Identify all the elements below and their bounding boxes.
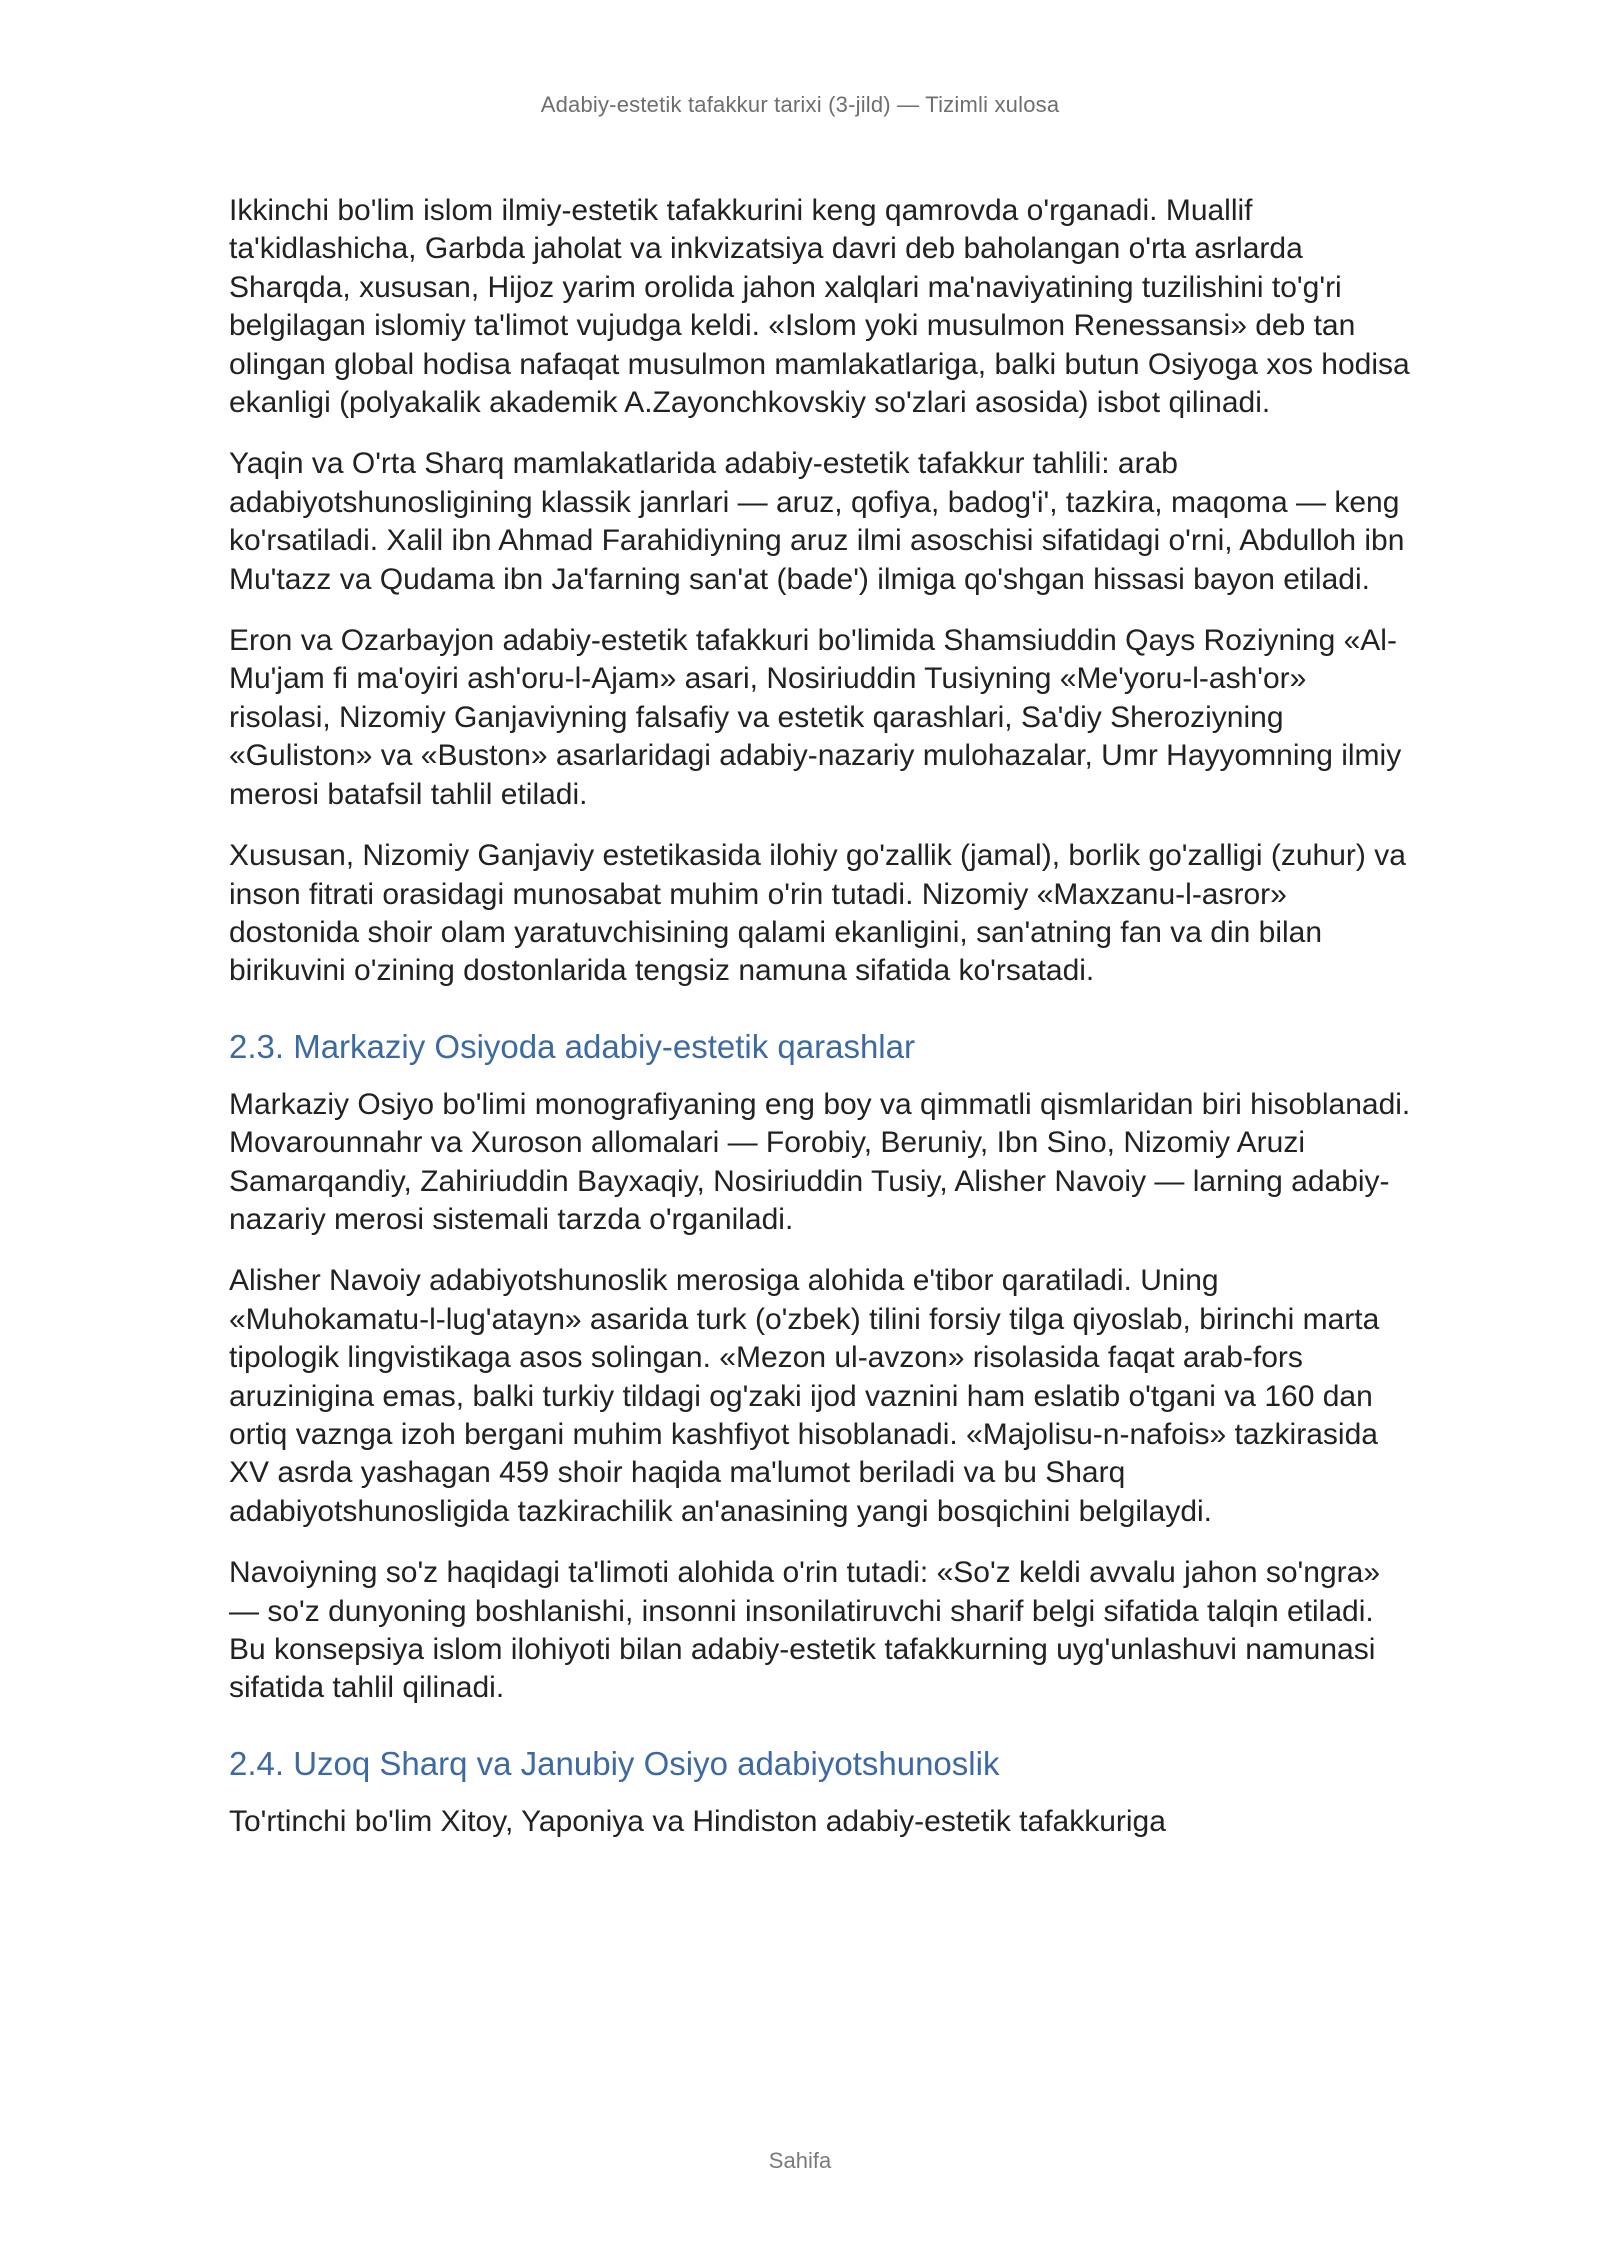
paragraph: To'rtinchi bo'lim Xitoy, Yaponiya va Hindiston adabiy-estetik tafakkuriga (229, 1804, 1166, 1838)
paragraph: Alisher Navoiy adabiyotshunoslik merosiga alohida e'tibor qaratiladi. Uning «Muhokamatu-l-lug'atayn» asarida turk (o'zbek) tilini forsiy tilga qiyoslab, birinchi marta tipologik lingvistikaga asos solingan. «Mezon ul-avzon» risolasida faqat arab-fors aruzinigina emas, balki turkiy tildagi og'zaki ijod vaznini ham eslatib o'tgani va 160 dan ortiq vaznga izoh bergani muhim kashfiyot hisoblanadi. «Majolisu-n-nafois» tazkirasida XV asrda yashagan 459 shoir haqida ma'lumot beriladi va bu Sharq adabiyotshunosligida tazkirachilik an'anasining yangi bosqichini belgilaydi. (229, 1264, 1380, 1528)
paragraph: Markaziy Osiyo bo'limi monografiyaning eng boy va qimmatli qismlaridan biri hisoblanadi. Movarounnahr va Xuroson allomalari — Forobiy, Beruniy, Ibn Sino, Nizomiy Aruzi Samarqandiy, Zahiriuddin Bayxaqiy, Nosiriuddin Tusiy, Alisher Navoiy — larning adabiy-nazariy merosi sistemali tarzda o'rganiladi. (229, 1087, 1411, 1236)
section-heading: 2.4. Uzoq Sharq va Janubiy Osiyo adabiyotshunoslik (229, 1744, 1000, 1782)
document-body (229, 192, 1411, 1864)
paragraph: Eron va Ozarbayjon adabiy-estetik tafakkuri bo'limida Shamsiuddin Qays Roziyning «Al-Mu'jam fi ma'oyiri ash'oru-l-Ajam» asari, Nosiriuddin Tusiyning «Me'yoru-l-ash'or» risolasi, Nizomiy Ganjaviyning falsafiy va estetik qarashlari, Sa'diy Sheroziyning «Guliston» va «Buston» asarlaridagi adabiy-nazariy mulohazalar, Umr Hayyomning ilmiy merosi batafsil tahlil etiladi. (229, 624, 1402, 811)
paragraph: Yaqin va O'rta Sharq mamlakatlarida adabiy-estetik tafakkur tahlili: arab adabiyotshunosligining klassik janrlari — aruz, qofiya, badog'i', tazkira, maqoma — keng ko'rsatiladi. Xalil ibn Ahmad Farahidiyning aruz ilmi asoschisi sifatidagi o'rni, Abdulloh ibn Mu'tazz va Qudama ibn Ja'farning san'at (bade') ilmiga qo'shgan hissasi bayon etiladi. (229, 447, 1405, 596)
running-header: Adabiy-estetik tafakkur tarixi (3-jild) — Tizimli xulosa (540, 92, 1060, 117)
paragraph: Xususan, Nizomiy Ganjaviy estetikasida ilohiy go'zallik (jamal), borlik go'zalligi (zuhur) va inson fitrati orasidagi munosabat muhim o'rin tutadi. Nizomiy «Maxzanu-l-asror» dostonida shoir olam yaratuvchisining qalami ekanligini, san'atning fan va din bilan birikuvini o'zining dostonlarida tengsiz namuna sifatida ko'rsatadi. (229, 839, 1406, 988)
section-heading: 2.3. Markaziy Osiyoda adabiy-estetik qarashlar (229, 1027, 915, 1065)
paragraph: Ikkinchi bo'lim islom ilmiy-estetik tafakkurini keng qamrovda o'rganadi. Muallif ta'kidlashicha, Garbda jaholat va inkvizatsiya davri deb baholangan o'rta asrlarda Sharqda, xususan, Hijoz yarim orolida jahon xalqlari ma'naviyatining tuzilishini to'g'ri belgilagan islomiy ta'limot vujudga keldi. «Islom yoki musulmon Renessansi» deb tan olingan global hodisa nafaqat musulmon mamlakatlariga, balki butun Osiyoga xos hodisa ekanligi (polyakalik akademik A.Zayonchkovskiy so'zlari asosida) isbot qilinadi. (229, 194, 1410, 420)
paragraph: Navoiyning so'z haqidagi ta'limoti alohida o'rin tutadi: «So'z keldi avvalu jahon so'ngra» — so'z dunyoning boshlanishi, insonni insonilatiruvchi sharif belgi sifatida talqin etiladi. Bu konsepsiya islom ilohiyoti bilan adabiy-estetik tafakkurning uyg'unlashuvi namunasi sifatida tahlil qilinadi. (229, 1556, 1381, 1705)
page-footer: Sahifa (768, 2148, 832, 2173)
